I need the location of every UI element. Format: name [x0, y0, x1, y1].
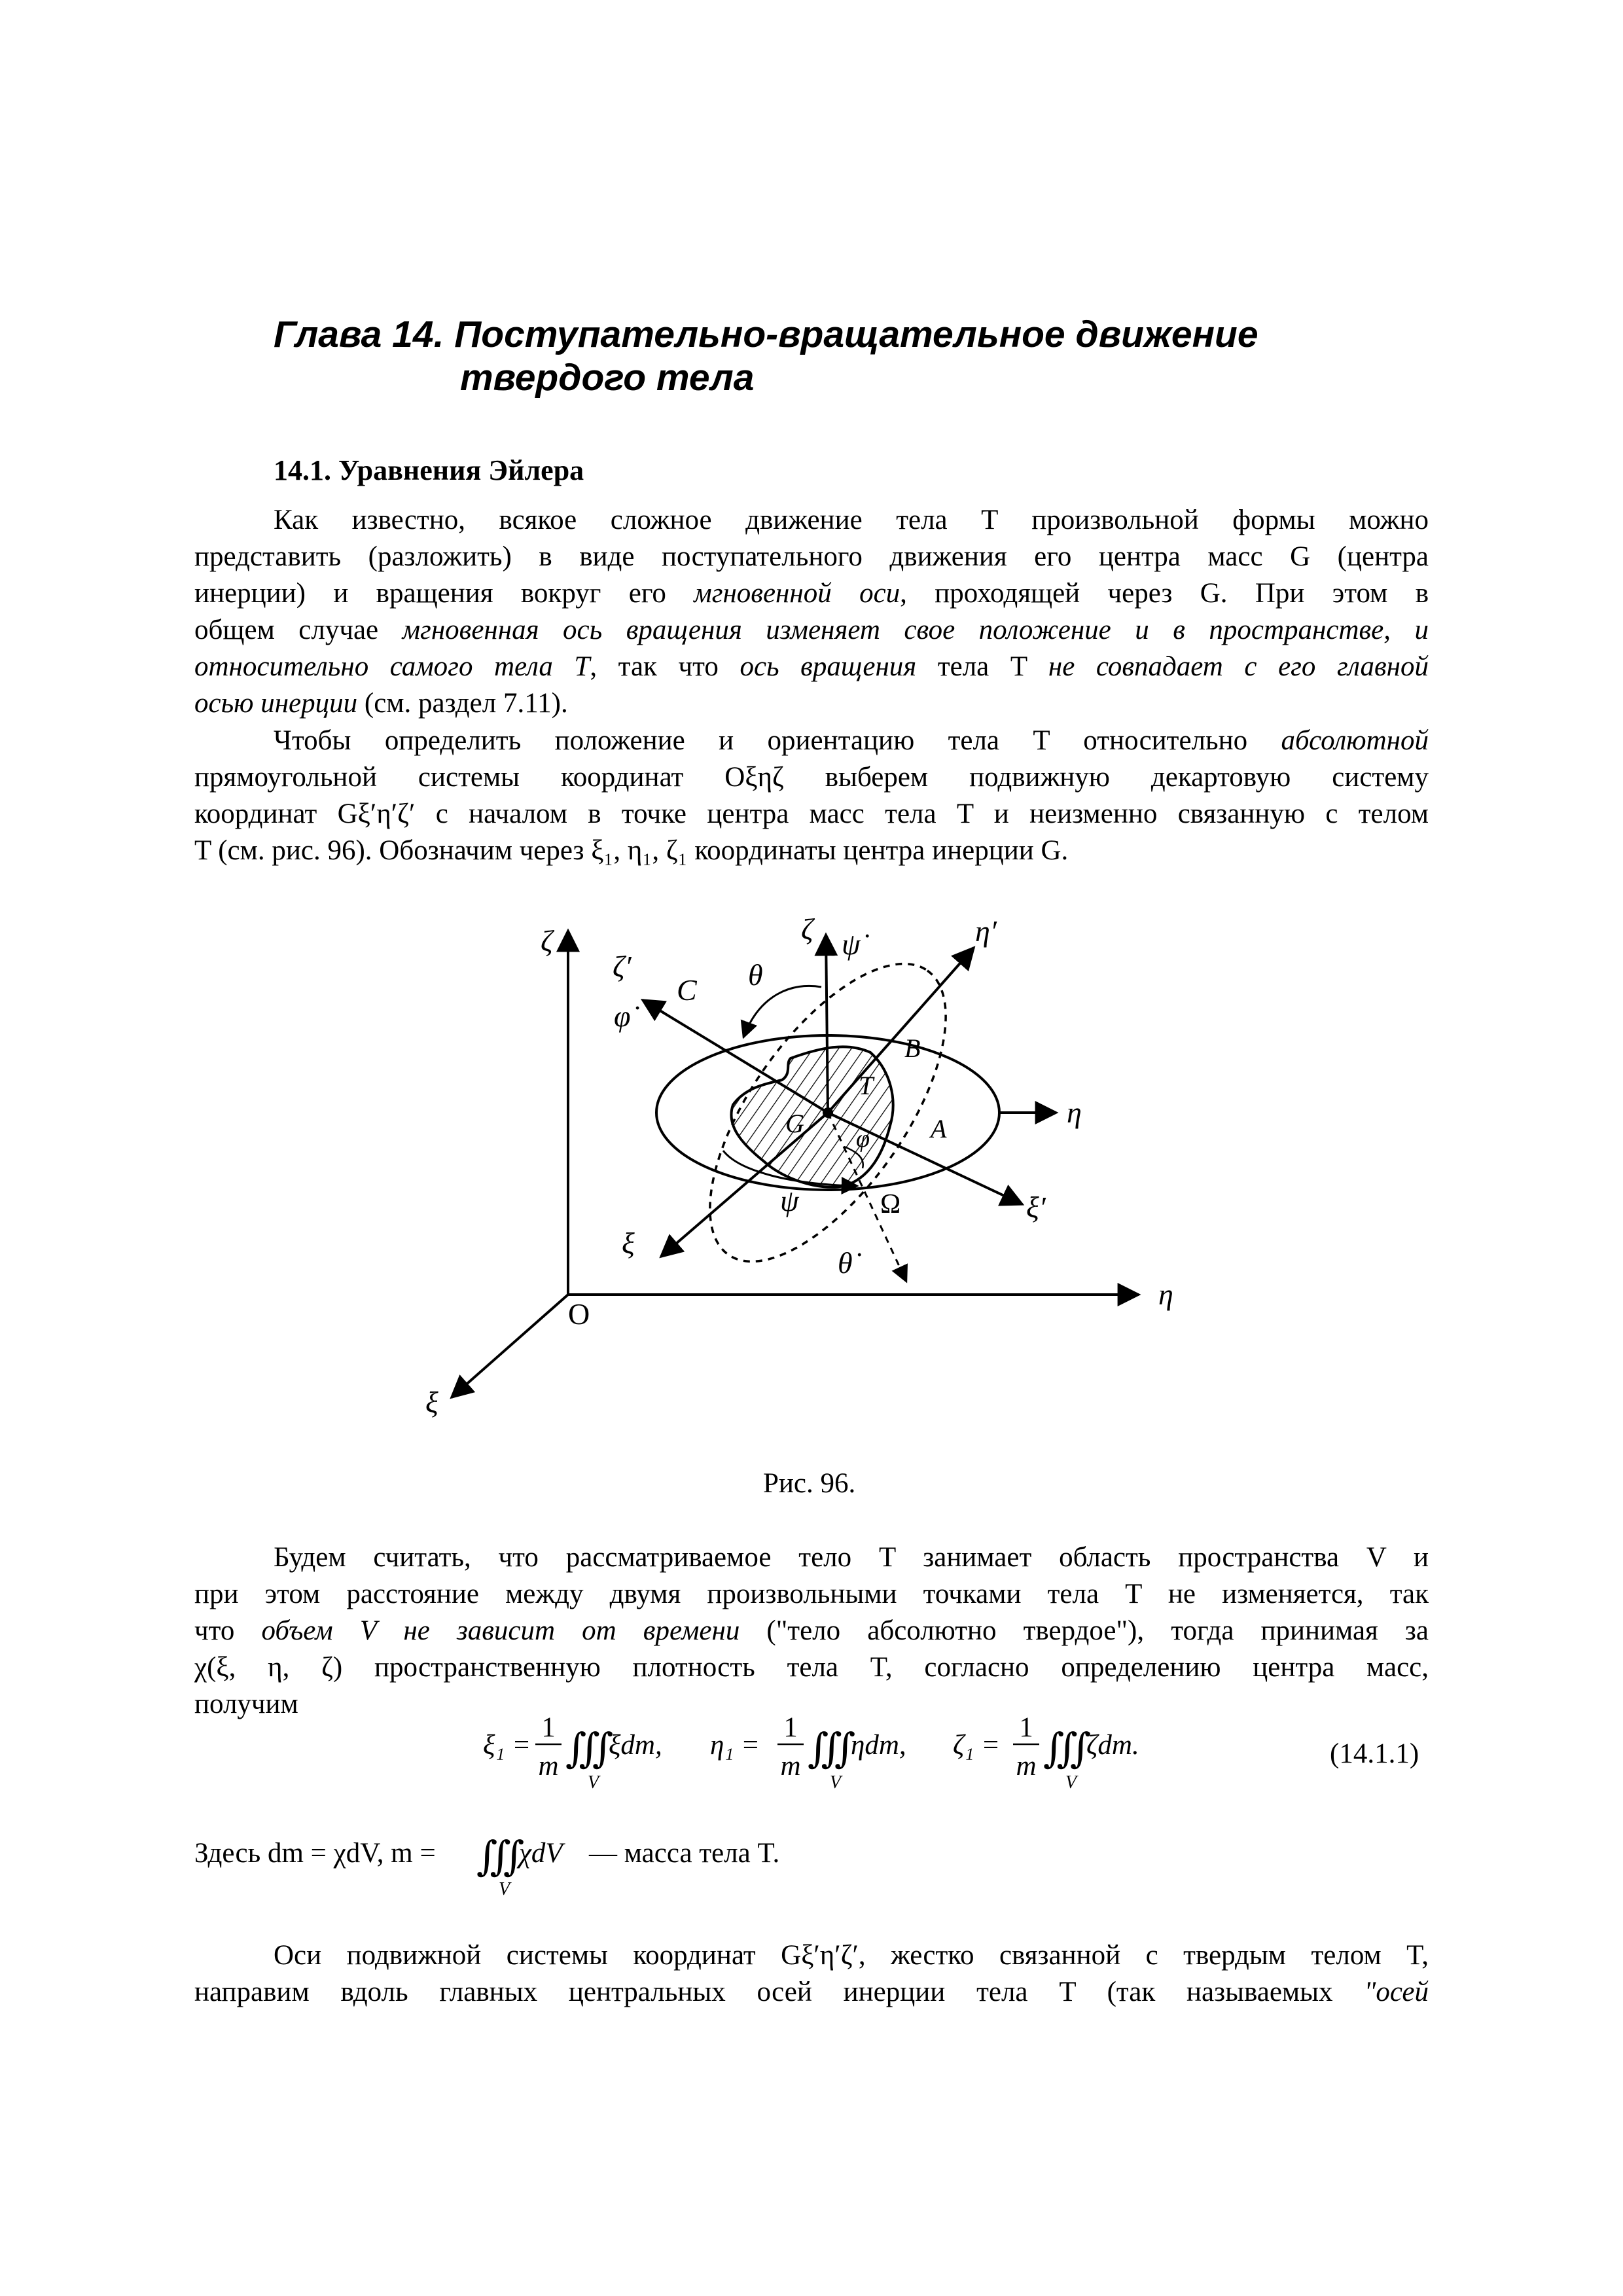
label-xi: ξ	[425, 1386, 438, 1419]
label-xi-small: ξ	[622, 1227, 635, 1260]
label-theta-dot: θ̇	[838, 1246, 853, 1280]
label-psi-dot: ψ̇	[842, 927, 861, 961]
p2-line: прямоугольной системы координат Oξηζ выберем подвижную декартовую систему	[194, 762, 1429, 793]
p1-line: инерции) и вращения вокруг его мгновенной оси, проходящей через G. При этом в	[194, 578, 1429, 609]
eq-V-1: V	[588, 1772, 599, 1793]
label-T: T	[859, 1071, 874, 1100]
label-eta-small: η	[1067, 1096, 1082, 1129]
label-zeta: ζ	[541, 924, 553, 958]
p3-line: при этом расстояние между двумя произвольными точками тела T не изменяется, так	[194, 1579, 1429, 1609]
label-zeta-prime: ζ′	[613, 950, 632, 983]
p1-line: относительно самого тела T, так что ось вращения тела T не совпадает с его главной	[194, 651, 1429, 682]
eq-m-2: m	[780, 1751, 801, 1782]
p2-line: T (см. рис. 96). Обозначим через ξ₁, η₁, ζ₁ координаты центра инерции G.	[194, 835, 1069, 866]
eq-zeta-dm: ζdm.	[1086, 1730, 1139, 1761]
here-integral: ∭	[476, 1835, 525, 1879]
label-eta: η	[1158, 1278, 1173, 1311]
p3-line: что объем V не зависит от времени ("тело абсолютно твердое"), тогда принимая за	[194, 1615, 1429, 1646]
label-C: C	[677, 973, 697, 1007]
section-title: 14.1. Уравнения Эйлера	[274, 454, 584, 486]
p1-line: Как известно, всякое сложное движение тела T произвольной формы можно	[274, 505, 1429, 535]
p1-line: общем случае мгновенная ось вращения изменяет свое положение и в пространстве, и	[194, 615, 1429, 645]
chapter-title-line1: Глава 14. Поступательно-вращательное движение	[274, 314, 1258, 355]
label-zeta-small: ζ	[801, 912, 813, 946]
eq-m-3: m	[1016, 1751, 1037, 1782]
p2-line: Чтобы определить положение и ориентацию тела T относительно абсолютной	[274, 725, 1429, 756]
p4-line: Оси подвижной системы координат Gξ′η′ζ′, жестко связанной с твердым телом T,	[274, 1940, 1429, 1971]
label-xi-prime: ξ′	[1026, 1191, 1046, 1224]
eq-m-1: m	[538, 1751, 559, 1782]
p1-line: представить (разложить) в виде поступательного движения его центра масс G (центра	[194, 541, 1429, 572]
label-eta-prime: η′	[975, 914, 997, 948]
eq-xi1: ξ₁ =	[483, 1730, 531, 1761]
eq-xi-dm: ξdm,	[609, 1730, 662, 1761]
label-phi-dot: φ̇	[614, 999, 631, 1033]
p3-line: получим	[194, 1689, 298, 1719]
here-text: Здесь dm = χdV, m =	[194, 1838, 436, 1869]
eq-integral-3: ∭	[1043, 1727, 1092, 1771]
paragraph-4	[194, 1937, 1429, 2011]
eq-V-3: V	[1065, 1772, 1077, 1793]
eq-V-2: V	[830, 1772, 842, 1793]
p4-line: направим вдоль главных центральных осей инерции тела T (так называемых "осей	[194, 1977, 1429, 2007]
p1-line: осью инерции (см. раздел 7.11).	[194, 688, 568, 719]
eq-eta-dm: ηdm,	[851, 1730, 906, 1761]
equation-number: (14.1.1)	[1330, 1738, 1419, 1769]
eq-zeta1: ζ₁ =	[953, 1730, 1001, 1761]
label-B: B	[904, 1033, 921, 1063]
eq-one-3: 1	[1019, 1712, 1033, 1743]
p3-line: χ(ξ, η, ζ) пространственную плотность тела T, согласно определению центра масс,	[194, 1652, 1429, 1683]
label-phi: φ	[856, 1125, 870, 1153]
p2-line: координат Gξ′η′ζ′ с началом в точке центра масс тела T и неизменно связанную с телом	[194, 798, 1429, 829]
label-psi: ψ	[780, 1184, 799, 1217]
figure-caption: Рис. 96.	[763, 1468, 856, 1499]
eq-eta1: η₁ =	[710, 1730, 760, 1761]
eq-one-1: 1	[541, 1712, 556, 1743]
chapter-title-line2: твердого тела	[460, 357, 755, 399]
here-V: V	[499, 1879, 510, 1899]
p3-line: Будем считать, что рассматриваемое тело T занимает область пространства V и	[274, 1542, 1429, 1573]
label-G: G	[785, 1109, 804, 1138]
label-A: A	[931, 1114, 947, 1143]
label-theta: θ	[748, 958, 763, 992]
here-chi-dV: χdV	[519, 1838, 563, 1869]
eq-one-2: 1	[783, 1712, 798, 1743]
label-Omega: Ω	[880, 1189, 901, 1219]
eq-integral-1: ∭	[565, 1727, 614, 1771]
eq-integral-2: ∭	[808, 1727, 856, 1771]
label-origin-O: O	[568, 1297, 590, 1331]
here-mass-text: — масса тела T.	[589, 1838, 780, 1869]
